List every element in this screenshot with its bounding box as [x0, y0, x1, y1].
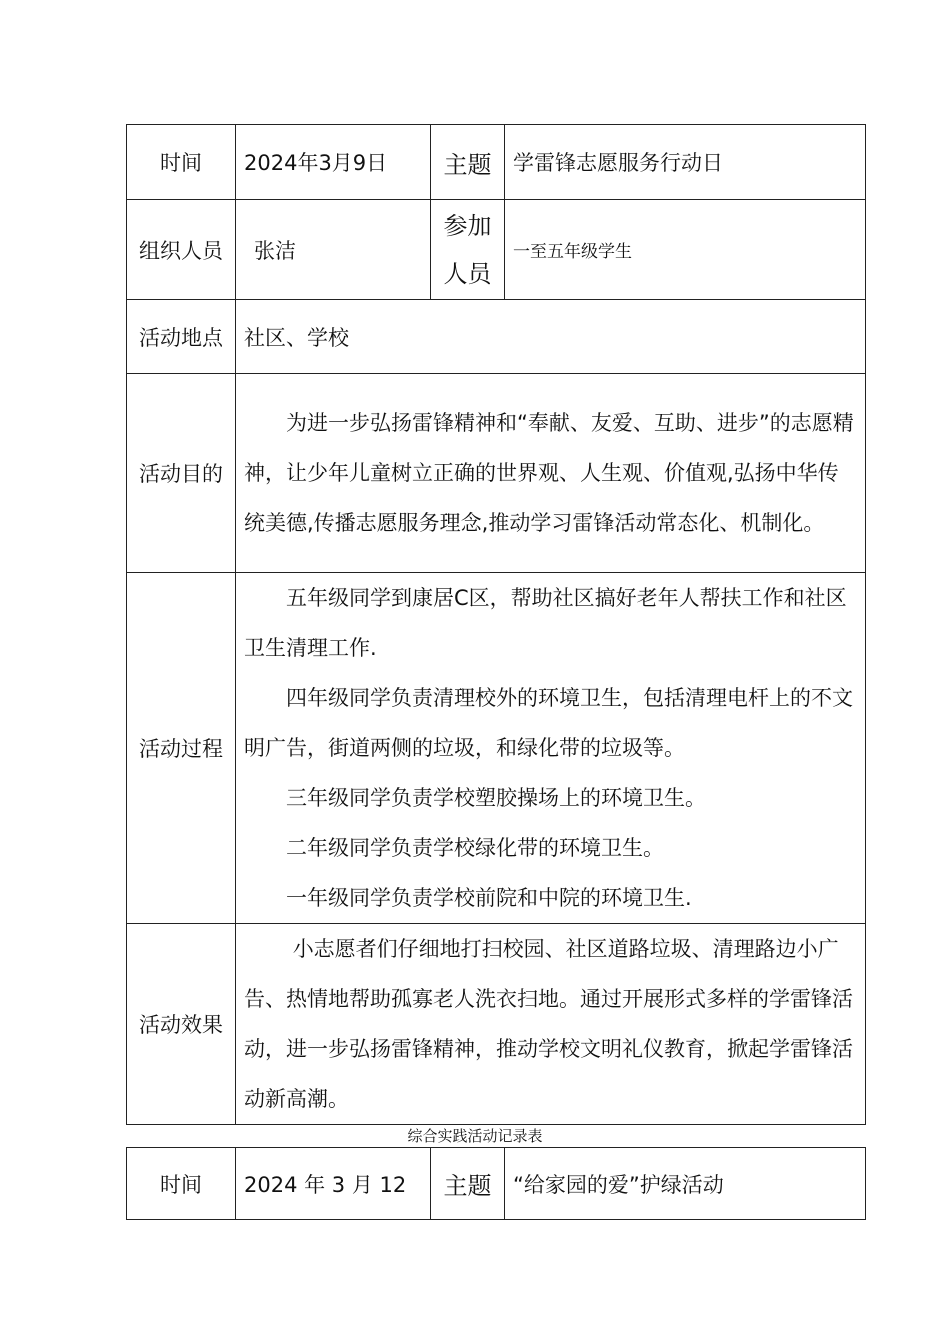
activity-record-table-1 [126, 124, 866, 1125]
time-label: 时间 [127, 125, 236, 200]
time-value: 2024年3月9日 [236, 125, 431, 200]
time-value-2: 2024 年 3 月 12 [236, 1148, 431, 1220]
participants-label-line-1: 参加 [443, 211, 492, 240]
process-item: 一年级同学负责学校前院和中院的环境卫生. [286, 886, 692, 910]
effect-text: 小志愿者们仔细地打扫校园、社区道路垃圾、清理路边小广告、热情地帮助孤寡老人洗衣扫地。通过开展形式多样的学雷锋活动，进一步弘扬雷锋精神，推动学校文明礼仪教育，掀起学雷锋活动新高潮。 [244, 937, 853, 1111]
process-item: 三年级同学负责学校塑胶操场上的环境卫生。 [286, 786, 706, 810]
process-item: 二年级同学负责学校绿化带的环境卫生。 [286, 836, 664, 860]
process-label: 活动过程 [127, 573, 236, 924]
activity-record-table-2 [126, 1147, 866, 1220]
purpose-cell [236, 374, 866, 573]
organizer-value: 张洁 [236, 200, 431, 300]
purpose-label: 活动目的 [127, 374, 236, 573]
time-label-2: 时间 [127, 1148, 236, 1220]
location-value: 社区、学校 [236, 300, 866, 374]
process-cell [236, 573, 866, 924]
theme-value: 学雷锋志愿服务行动日 [505, 125, 866, 200]
participants-label [431, 200, 505, 300]
location-label: 活动地点 [127, 300, 236, 374]
participants-label-line-2: 人员 [443, 259, 492, 288]
effect-cell [236, 924, 866, 1125]
theme-label-2: 主题 [431, 1148, 505, 1220]
process-item: 四年级同学负责清理校外的环境卫生，包括清理电杆上的不文明广告，街道两侧的垃圾，和绿化带的垃圾等。 [244, 686, 853, 760]
theme-value-2: “给家园的爱”护绿活动 [505, 1148, 866, 1220]
organizer-label: 组织人员 [127, 200, 236, 300]
participants-value: 一至五年级学生 [505, 200, 866, 300]
theme-label: 主题 [431, 125, 505, 200]
purpose-text: 为进一步弘扬雷锋精神和“奉献、友爱、互助、进步”的志愿精神，让少年儿童树立正确的世界观、人生观、价值观,弘扬中华传统美德,传播志愿服务理念,推动学习雷锋活动常态化、机制化。 [244, 411, 854, 535]
effect-label: 活动效果 [127, 924, 236, 1125]
process-item: 五年级同学到康居C区，帮助社区搞好老年人帮扶工作和社区卫生清理工作. [244, 586, 847, 660]
table-caption: 综合实践活动记录表 [407, 1127, 543, 1145]
